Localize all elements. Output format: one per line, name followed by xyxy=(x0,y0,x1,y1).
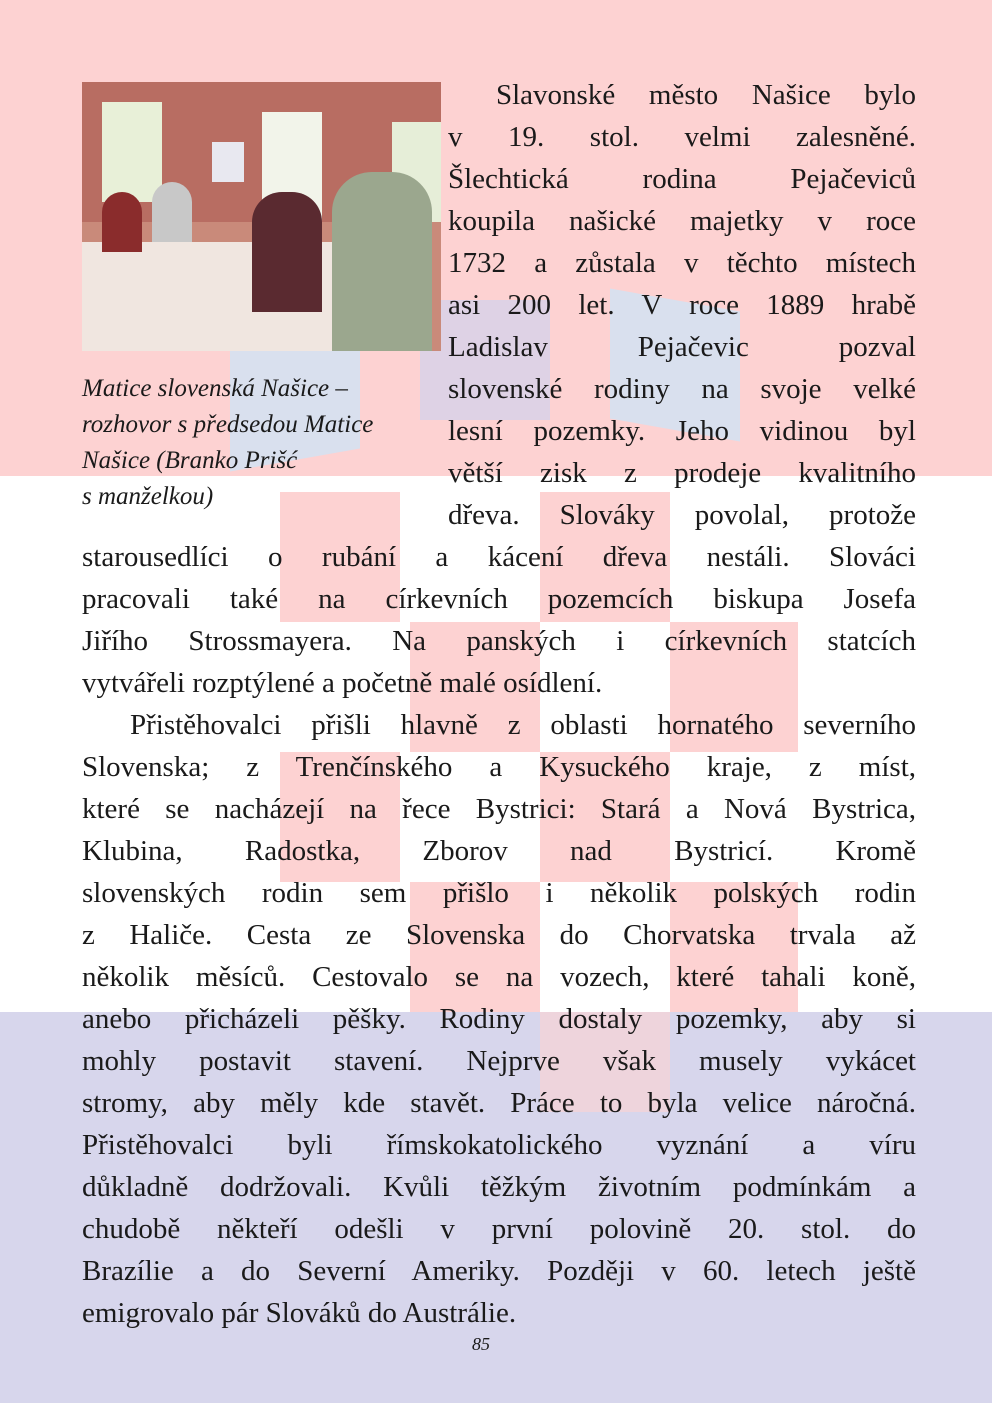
text-line: Klubina, Radostka, Zborov nad Bystricí. Kromě xyxy=(82,835,916,867)
text-line: z Haliče. Cesta ze Slovenska do Chorvatska trvala až xyxy=(82,919,916,951)
text-line: které se nacházejí na řece Bystrici: Stará a Nová Bystrica, xyxy=(82,793,916,825)
text-line: chudobě někteří odešli v první polovině 20. stol. do xyxy=(82,1213,916,1245)
text-line: lesní pozemky. Jeho vidinou byl xyxy=(448,415,916,447)
text-line: Přistěhovalci přišli hlavně z oblasti hornatého severního xyxy=(130,709,916,741)
text-line: v 19. stol. velmi zalesněné. xyxy=(448,121,916,153)
text-line: slovenské rodiny na svoje velké xyxy=(448,373,916,405)
text-line: Šlechtická rodina Pejačeviců xyxy=(448,163,916,195)
text-line: anebo přicházeli pěšky. Rodiny dostaly pozemky, aby si xyxy=(82,1003,916,1035)
text-line: stromy, aby měly kde stavět. Práce to byla velice náročná. xyxy=(82,1087,916,1119)
caption-line: Matice slovenská Našice – xyxy=(82,375,348,402)
text-line: Slavonské město Našice bylo xyxy=(496,79,916,111)
text-line: důkladně dodržovali. Kvůli těžkým životním podmínkám a xyxy=(82,1171,916,1203)
caption-line: s manželkou) xyxy=(82,483,214,510)
text-line: Ladislav Pejačevic pozval xyxy=(448,331,916,363)
text-line: emigrovalo pár Slováků do Austrálie. xyxy=(82,1297,517,1329)
text-line: asi 200 let. V roce 1889 hrabě xyxy=(448,289,916,321)
text-line: mohly postavit stavení. Nejprve však musely vykácet xyxy=(82,1045,916,1077)
text-line: Brazílie a do Severní Ameriky. Později v 60. letech ještě xyxy=(82,1255,916,1287)
text-line: starousedlíci o rubání a kácení dřeva nestáli. Slováci xyxy=(82,541,916,573)
caption-line: Našice (Branko Prišć xyxy=(82,447,298,474)
text-line: Přistěhovalci byli římskokatolického vyznání a víru xyxy=(82,1129,916,1161)
page-number: 85 xyxy=(472,1334,490,1354)
text-line: 1732 a zůstala v těchto místech xyxy=(448,247,916,279)
text-line: pracovali také na církevních pozemcích biskupa Josefa xyxy=(82,583,916,615)
text-line: dřeva. Slováky povolal, protože xyxy=(448,499,916,531)
group-photo xyxy=(82,82,441,351)
text-line: několik měsíců. Cestovalo se na vozech, které tahali koně, xyxy=(82,961,916,993)
text-line: větší zisk z prodeje kvalitního xyxy=(448,457,916,489)
text-line: koupila našické majetky v roce xyxy=(448,205,916,237)
text-line: vytvářeli rozptýlené a početně malé osídlení. xyxy=(82,667,603,699)
text-line: Jiřího Strossmayera. Na panských i církevních statcích xyxy=(82,625,916,657)
caption-line: rozhovor s předsedou Matice xyxy=(82,411,374,438)
text-line: Slovenska; z Trenčínského a Kysuckého kraje, z míst, xyxy=(82,751,916,783)
text-line: slovenských rodin sem přišlo i několik polských rodin xyxy=(82,877,916,909)
